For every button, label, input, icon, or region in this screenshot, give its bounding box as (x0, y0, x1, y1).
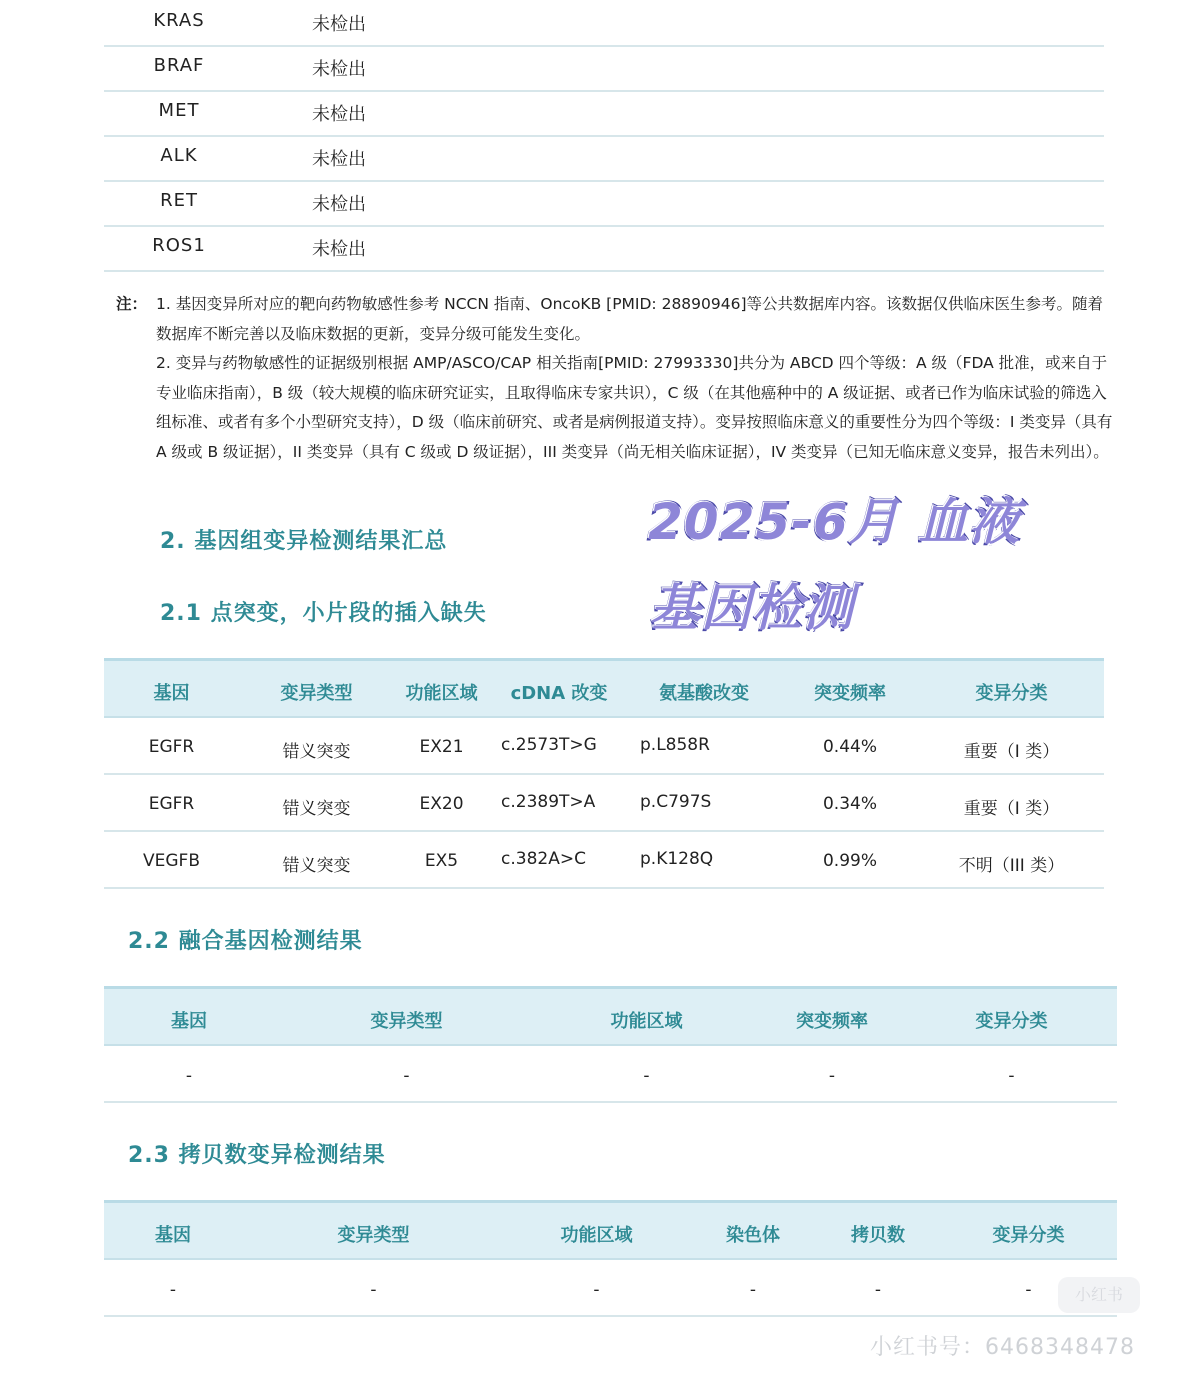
table-row (104, 718, 1104, 775)
cell-copy-number: - (874, 1280, 882, 1300)
col-header: 变异分类 (975, 1011, 1048, 1032)
section-2-1-title: 2.1 点突变，小片段的插入缺失 (160, 601, 487, 626)
cell-class: 重要（I 类） (963, 799, 1060, 819)
col-header: 基因 (153, 683, 190, 704)
col-header: 变异类型 (370, 1011, 443, 1032)
cell-cdna: c.2573T>G (501, 735, 597, 755)
cell-type: 错义突变 (282, 742, 351, 762)
notes-block (116, 290, 1114, 467)
gene-result: 未检出 (312, 194, 366, 215)
col-header: 功能区域 (610, 1011, 683, 1032)
cell-region: EX20 (419, 794, 464, 814)
cell-cdna: c.382A>C (501, 849, 586, 869)
col-header: 基因 (171, 1011, 207, 1032)
overlay-date-label: 2025-6月 血液 (648, 493, 1021, 551)
cell-aa: p.L858R (640, 735, 710, 755)
section-2-2-title: 2.2 融合基因检测结果 (128, 929, 363, 954)
cell-gene: EGFR (148, 794, 195, 814)
table-header (104, 1200, 1117, 1260)
cell-aa: p.C797S (640, 792, 712, 812)
notes-label: 注： (116, 295, 148, 313)
cell-freq: 0.44% (822, 737, 877, 757)
cell-class: 不明（III 类） (958, 856, 1065, 876)
cell-region: EX21 (419, 737, 464, 757)
table-fusion (104, 986, 1117, 1104)
gene-result: 未检出 (312, 59, 366, 80)
gene-row-braf (104, 45, 1104, 92)
cell-chromosome: - (749, 1280, 757, 1300)
cell-freq: 0.34% (822, 794, 877, 814)
col-header: 变异分类 (992, 1225, 1065, 1246)
gene-result: 未检出 (312, 239, 366, 260)
cell-type: 错义突变 (282, 799, 351, 819)
table-row (104, 1046, 1117, 1103)
cell-type: - (403, 1066, 410, 1086)
gene-row-met (104, 90, 1104, 137)
col-header: cDNA 改变 (510, 683, 608, 704)
col-header: 突变频率 (814, 683, 886, 704)
cell-gene: - (169, 1280, 177, 1300)
gene-row-ret (104, 180, 1104, 227)
table-header (104, 986, 1117, 1046)
cell-cdna: c.2389T>A (501, 792, 596, 812)
cell-gene: - (185, 1066, 193, 1086)
table-header (104, 658, 1104, 718)
cell-class: - (1008, 1066, 1015, 1086)
watermark-id: 小红书号：6468348478 (870, 1335, 1135, 1360)
gene-name: RET (160, 190, 198, 211)
col-header: 氨基酸改变 (659, 683, 749, 704)
cell-gene: EGFR (148, 737, 195, 757)
cell-freq: 0.99% (822, 851, 877, 871)
gene-name: MET (158, 100, 200, 121)
cell-region: - (643, 1066, 650, 1086)
gene-row-kras (104, 0, 1104, 47)
gene-row-alk (104, 135, 1104, 182)
col-header: 功能区域 (405, 683, 478, 704)
table-row (104, 775, 1104, 832)
col-header: 变异类型 (337, 1225, 410, 1246)
col-header: 突变频率 (796, 1011, 868, 1032)
cell-gene: VEGFB (143, 851, 200, 871)
cell-class: 重要（I 类） (963, 742, 1060, 762)
gene-name: ALK (160, 145, 198, 166)
gene-name: BRAF (153, 55, 205, 76)
cell-type: - (370, 1280, 377, 1300)
gene-name: KRAS (153, 10, 205, 31)
col-header: 基因 (155, 1225, 191, 1246)
col-header: 染色体 (726, 1225, 780, 1246)
col-header: 变异分类 (975, 683, 1048, 704)
note-2: 2. 变异与药物敏感性的证据级别根据 AMP/ASCO/CAP 相关指南[PMID: 27993330]共分为 ABCD 四个等级：A 级（FDA 批准，或来自于专业临床指南），B 级（较大规模的临床研究证实，且取得临床专家共识），C 级（在其他癌种中的 A 级证据、或者已作为临床试验的筛选入组标准、或者有多个小型研究支持），D 级（临床前研究、或者是病例报道支持）。变异按照临床意义的重要性分为四个等级：I 类变异（具有 A 级或 B 级证据），II 类变异（具有 C 级或 D 级证据），III 类变异（尚无相关临床证据），IV 类变异（已知无临床意义变异，报告未列出）。 (156, 354, 1113, 461)
gene-name: ROS1 (152, 235, 206, 256)
gene-result: 未检出 (312, 14, 366, 35)
overlay-test-label: 基因检测 (650, 579, 854, 637)
table-row (104, 832, 1104, 889)
table-point-mutations (104, 658, 1104, 890)
col-header: 变异类型 (280, 683, 353, 704)
table-row (104, 1260, 1117, 1317)
note-1: 1. 基因变异所对应的靶向药物敏感性参考 NCCN 指南、OncoKB [PMID: 28890946]等公共数据库内容。该数据仅供临床医生参考。随着数据库不断完善以及临床数据的更新，变异分级可能发生变化。 (156, 295, 1104, 343)
gene-row-ros1 (104, 225, 1104, 272)
section-2-title: 2. 基因组变异检测结果汇总 (160, 529, 448, 554)
cell-class: - (1025, 1280, 1032, 1300)
cell-region: EX5 (424, 851, 459, 871)
col-header: 拷贝数 (851, 1225, 905, 1246)
cell-region: - (593, 1280, 600, 1300)
col-header: 功能区域 (560, 1225, 633, 1246)
cell-type: 错义突变 (282, 856, 351, 876)
gene-result: 未检出 (312, 149, 366, 170)
gene-result: 未检出 (312, 104, 366, 125)
section-2-3-title: 2.3 拷贝数变异检测结果 (128, 1143, 386, 1168)
cell-aa: p.K128Q (640, 849, 714, 869)
table-cnv (104, 1200, 1117, 1318)
cell-freq: - (828, 1066, 836, 1086)
watermark-badge: 小红书 (1058, 1277, 1140, 1313)
